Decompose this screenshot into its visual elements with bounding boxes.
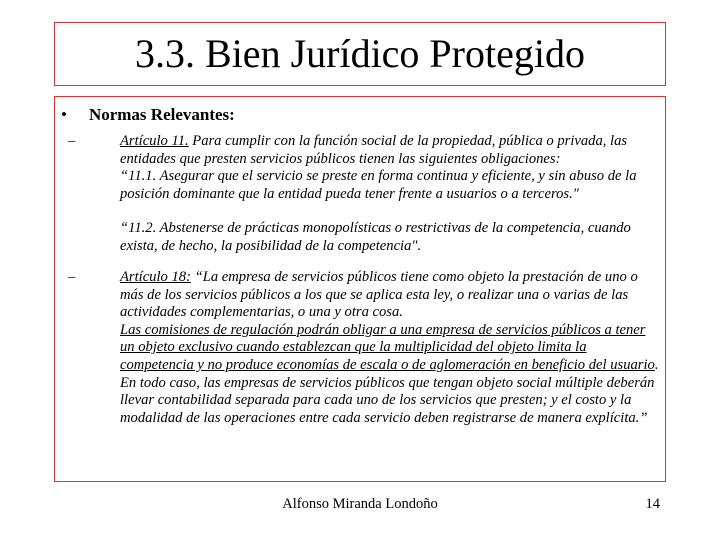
article-11-ref: Artículo 11. — [120, 133, 189, 149]
article-18-text-1: “La empresa de servicios públicos tiene como objeto la prestación de uno o más de los servicios públicos a los que se aplica esta ley, o realizar una o varias de las actividades complementarias, o una y otra cosa. — [120, 269, 638, 321]
item-11-2-number: “11.2. — [120, 220, 157, 237]
article-11-text — [120, 133, 663, 256]
bullet-heading — [61, 105, 235, 125]
item-11-2-text: Abstenerse de prácticas monopolísticas o restrictivas de la competencia, cuando exista, de hecho, la posibilidad de la competencia". — [120, 220, 631, 254]
footer-author: Alfonso Miranda Londoño — [282, 496, 438, 512]
article-18-ref: Artículo 18: — [120, 269, 191, 285]
article-18-item — [68, 269, 663, 427]
content-frame — [54, 96, 666, 482]
dash-icon: – — [68, 133, 76, 149]
article-11-intro: Para cumplir con la función social de la propiedad, pública o privada, las entidades que presten servicios públicos tienen las siguientes obligaciones: — [120, 133, 628, 167]
item-11-1-number: “11.1. — [120, 168, 157, 185]
article-18-underlined-text: Las comisiones de regulación podrán obligar a una empresa de servicios públicos a tener un objeto exclusivo cuando establezcan que la multiplicidad del objeto limita la competencia y no produce economías de escala o de aglomeración en beneficio del usuario — [120, 321, 655, 373]
article-18-text-2: . En todo caso, las empresas de servicios públicos que tengan objeto social múltiple deberán llevar contabilidad separada para cada uno de los servicios que presten; y el costo y la modalidad de las operaciones entre cada servicio deben registrarse de manera explícita.” — [120, 356, 659, 426]
title-frame — [54, 22, 666, 86]
slide-title: 3.3. Bien Jurídico Protegido — [135, 31, 585, 76]
article-11-item — [68, 133, 663, 256]
bullet-icon: • — [61, 105, 67, 124]
item-11-1-text: Asegurar que el servicio se preste en forma continua y eficiente, y sin abuso de la posición dominante que la entidad pueda tener frente a usuarios o a terceros." — [120, 168, 637, 202]
page-number: 14 — [645, 496, 660, 512]
dash-icon: – — [68, 269, 76, 285]
article-18-text — [120, 269, 663, 427]
bullet-label: Normas Relevantes: — [88, 105, 235, 124]
